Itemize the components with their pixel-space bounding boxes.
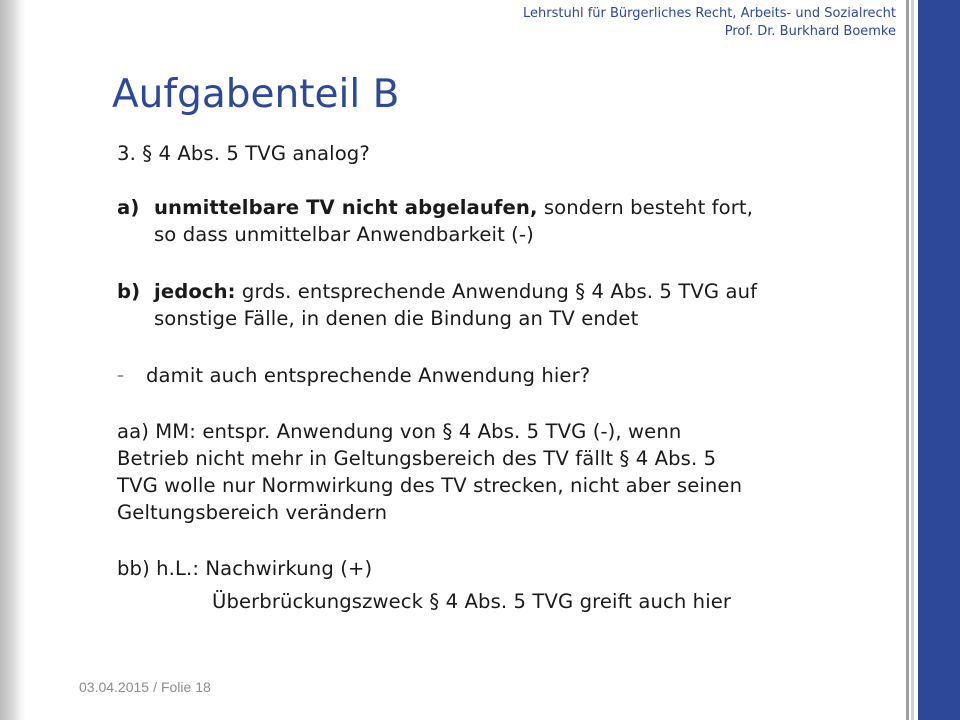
dash-bullet: – [117,368,125,384]
slide-number: Folie 18 [160,679,211,695]
footer-separator: / [153,679,157,695]
item-a-bold: unmittelbare TV nicht abgelaufen, [154,196,538,219]
dash-item [117,362,847,390]
item-bb-reason: Überbrückungszweck § 4 Abs. 5 TVG greift auch hier [212,590,732,613]
slide-footer [79,679,211,695]
item-a-rest: sondern besteht fort, [537,196,754,219]
dash-text: damit auch entsprechende Anwendung hier? [146,364,591,387]
item-a-label: a) [117,196,140,219]
item-b-rest: grds. entsprechende Anwendung § 4 Abs. 5 TVG auf [235,280,758,303]
item-b-line2: sonstige Fälle, in denen die Bindung an TV endet [154,307,639,330]
item-aa-line2: Betrieb nicht mehr in Geltungsbereich des TV fällt § 4 Abs. 5 [117,447,717,470]
professor-name: Prof. Dr. Burkhard Boemke [724,24,896,39]
slide-title: Aufgabenteil B [112,72,400,117]
slide-date: 03.04.2015 [79,679,150,695]
item-b-bold: jedoch: [154,280,236,303]
item-a-line2: so dass unmittelbar Anwendbarkeit (-) [154,223,534,246]
right-blue-band [918,0,960,720]
item-aa-line3: TVG wolle nur Normwirkung des TV strecken, nicht aber seinen [117,474,743,497]
item-aa [117,418,847,526]
item-3: 3. § 4 Abs. 5 TVG analog? [117,142,370,165]
left-shade-decoration [0,0,26,720]
item-aa-line4: Geltungsbereich verändern [117,501,388,524]
item-b [117,278,847,332]
item-b-label: b) [117,280,141,303]
chair-name: Lehrstuhl für Bürgerliches Recht, Arbeits- und Sozialrecht [523,6,896,21]
slide-content [117,140,847,615]
item-aa-line1: aa) MM: entspr. Anwendung von § 4 Abs. 5 TVG (-), wenn [117,420,682,443]
item-b-text [154,278,847,332]
item-a-text [154,194,847,248]
right-rule-dark [906,0,909,720]
right-rule-light [911,0,914,720]
slide-header [523,5,896,41]
item-bb: bb) h.L.: Nachwirkung (+) [117,557,373,580]
item-a [117,194,847,248]
